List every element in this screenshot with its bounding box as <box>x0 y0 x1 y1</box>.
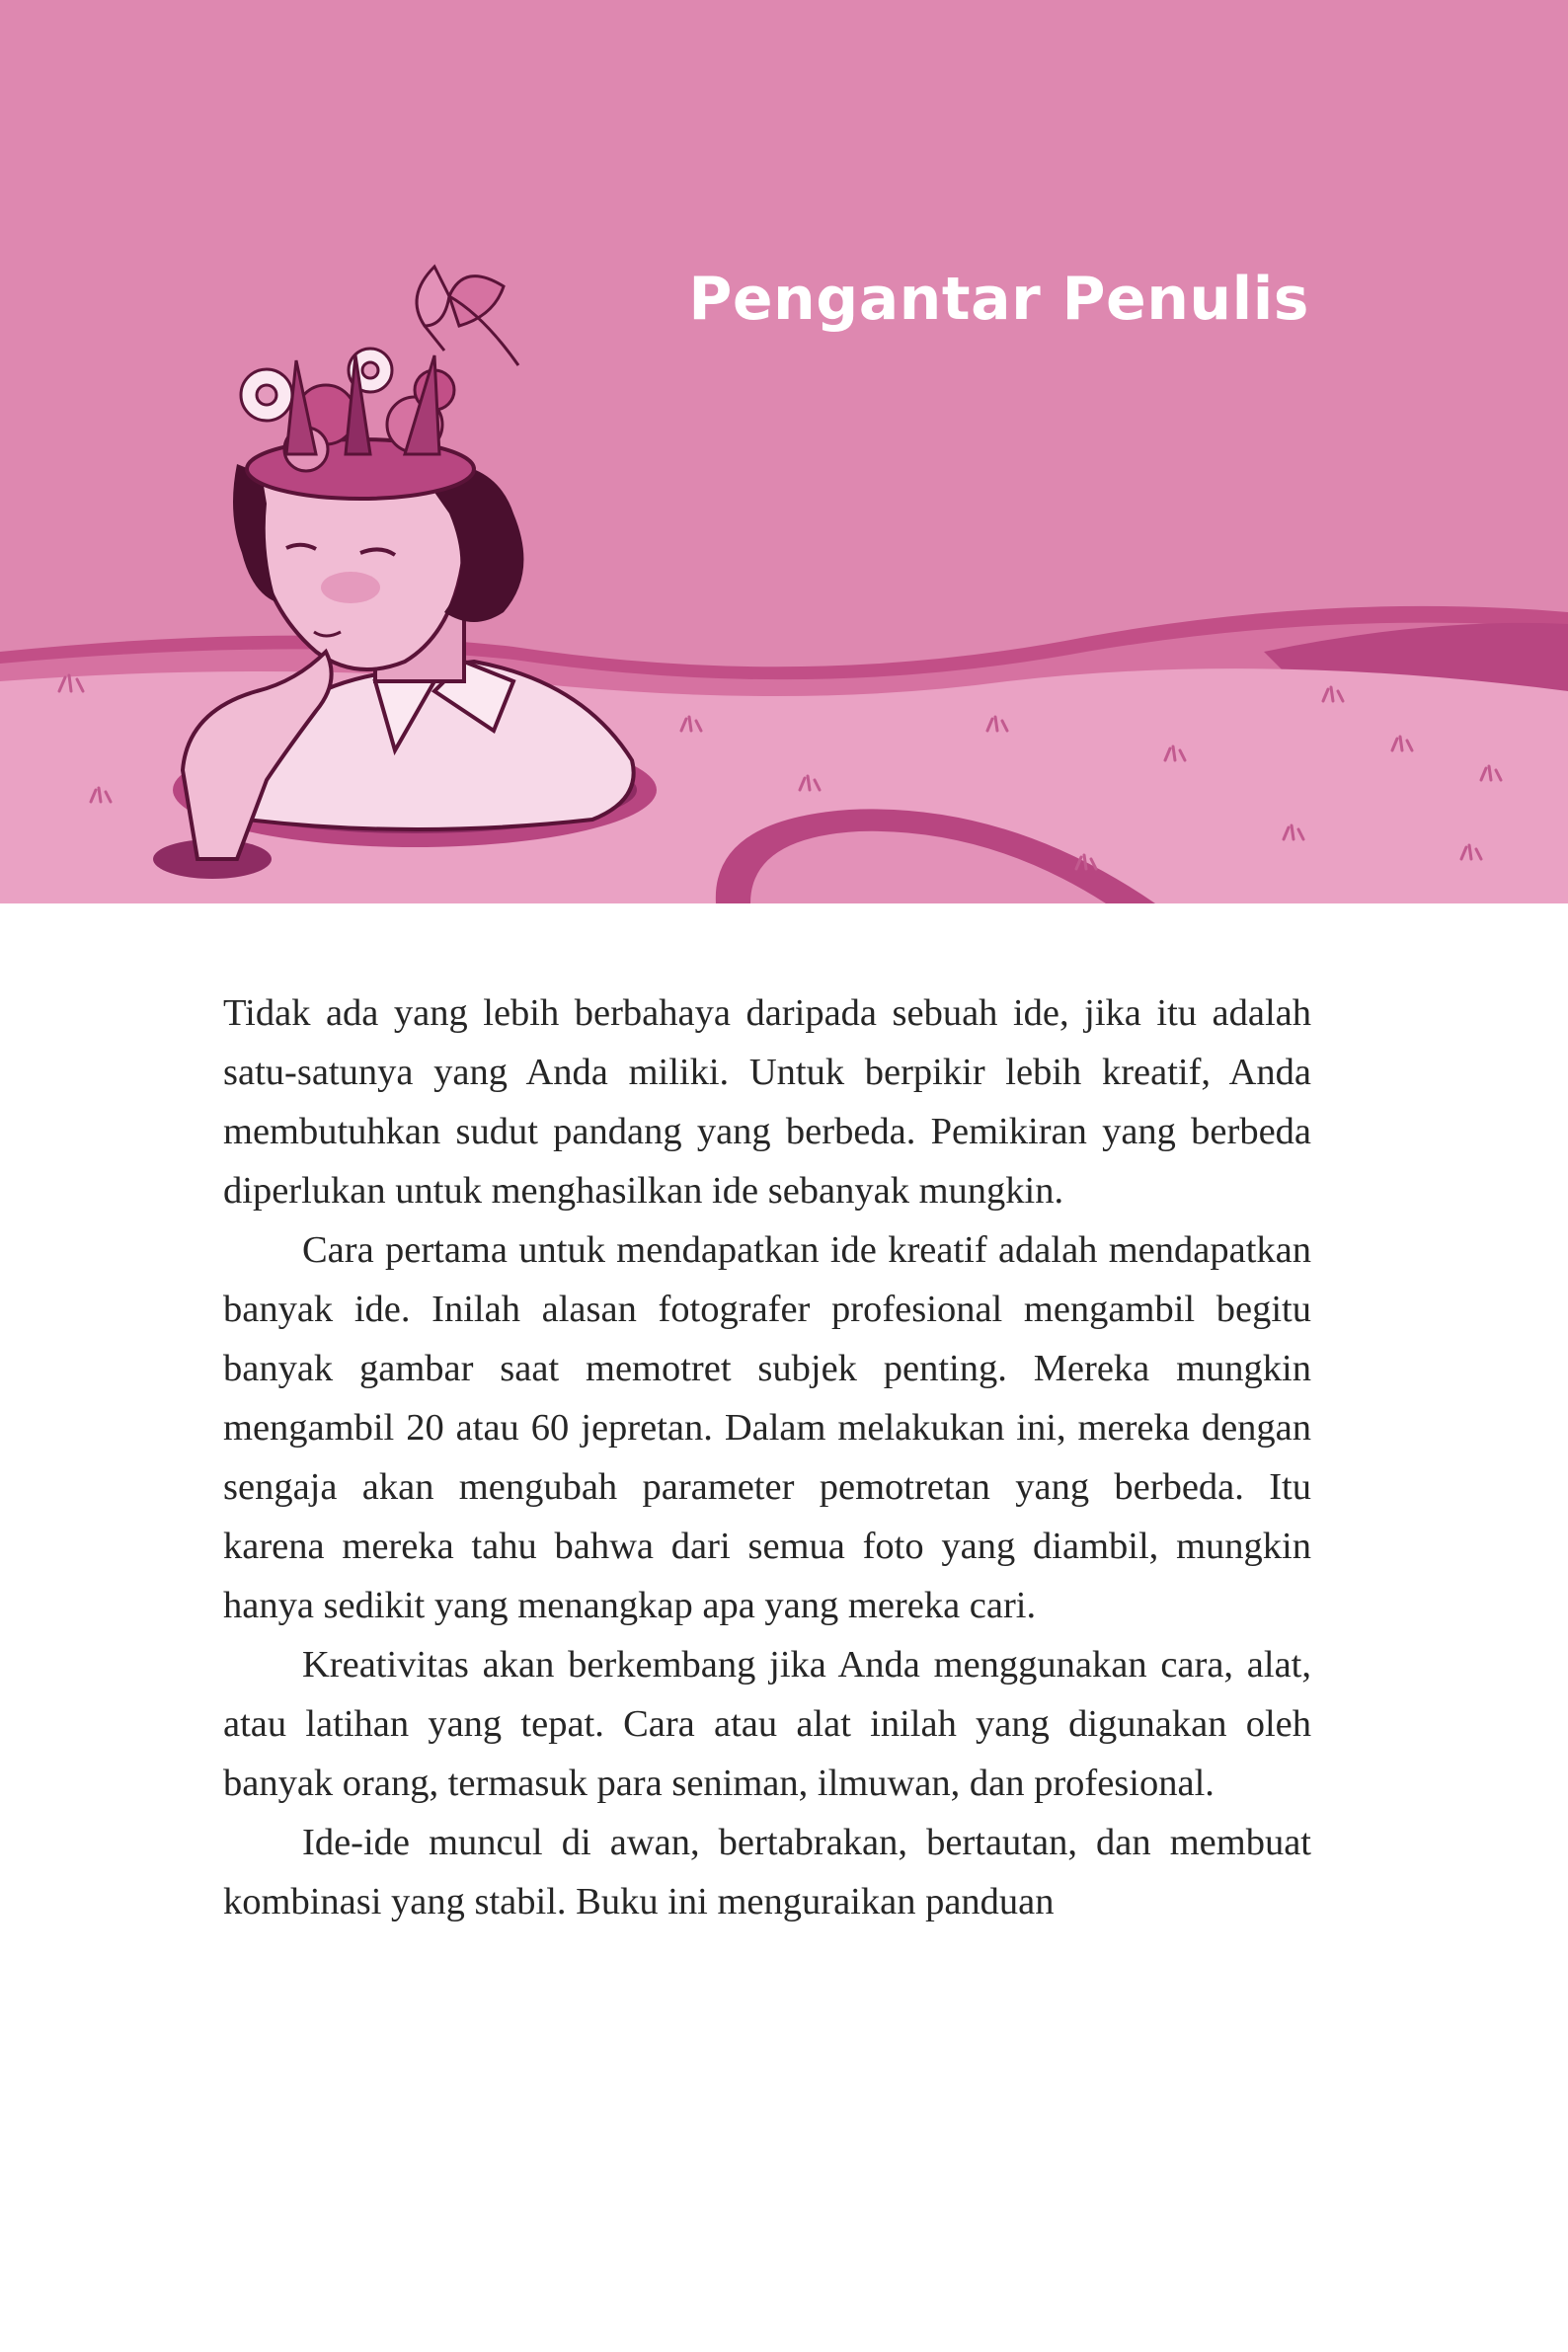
paragraph: Cara pertama untuk mendapatkan ide kreatif adalah mendapatkan banyak ide. Inilah alasan fotografer profesional mengambil begitu banyak gambar saat memotret subjek penting. Mereka mungkin mengambil 20 atau 60 jepretan. Dalam melakukan ini, mereka dengan sengaja akan mengubah parameter pemotretan yang berbeda. Itu karena mereka tahu bahwa dari semua foto yang diambil, mungkin hanya sedikit yang menangkap apa yang mereka cari. <box>223 1229 1311 1626</box>
chapter-title: Pengantar Penulis <box>688 265 1309 334</box>
header-illustration <box>0 0 1568 903</box>
paragraph: Kreativitas akan berkembang jika Anda menggunakan cara, alat, atau latihan yang tepat. Cara atau alat inilah yang digunakan oleh banyak orang, termasuk para seniman, ilmuwan, dan profesional. <box>223 1644 1311 1804</box>
body-text <box>223 983 1311 1931</box>
chapter-header <box>0 0 1568 903</box>
butterfly <box>417 267 518 365</box>
paragraph: Ide-ide muncul di awan, bertabrakan, bertautan, dan membuat kombinasi yang stabil. Buku ini menguraikan panduan <box>223 1822 1311 1922</box>
paragraph: Tidak ada yang lebih berbahaya daripada sebuah ide, jika itu adalah satu-satunya yang Anda miliki. Untuk berpikir lebih kreatif, Anda membutuhkan sudut pandang yang berbeda. Pemikiran yang berbeda diperlukan untuk menghasilkan ide sebanyak mungkin. <box>223 992 1311 1212</box>
